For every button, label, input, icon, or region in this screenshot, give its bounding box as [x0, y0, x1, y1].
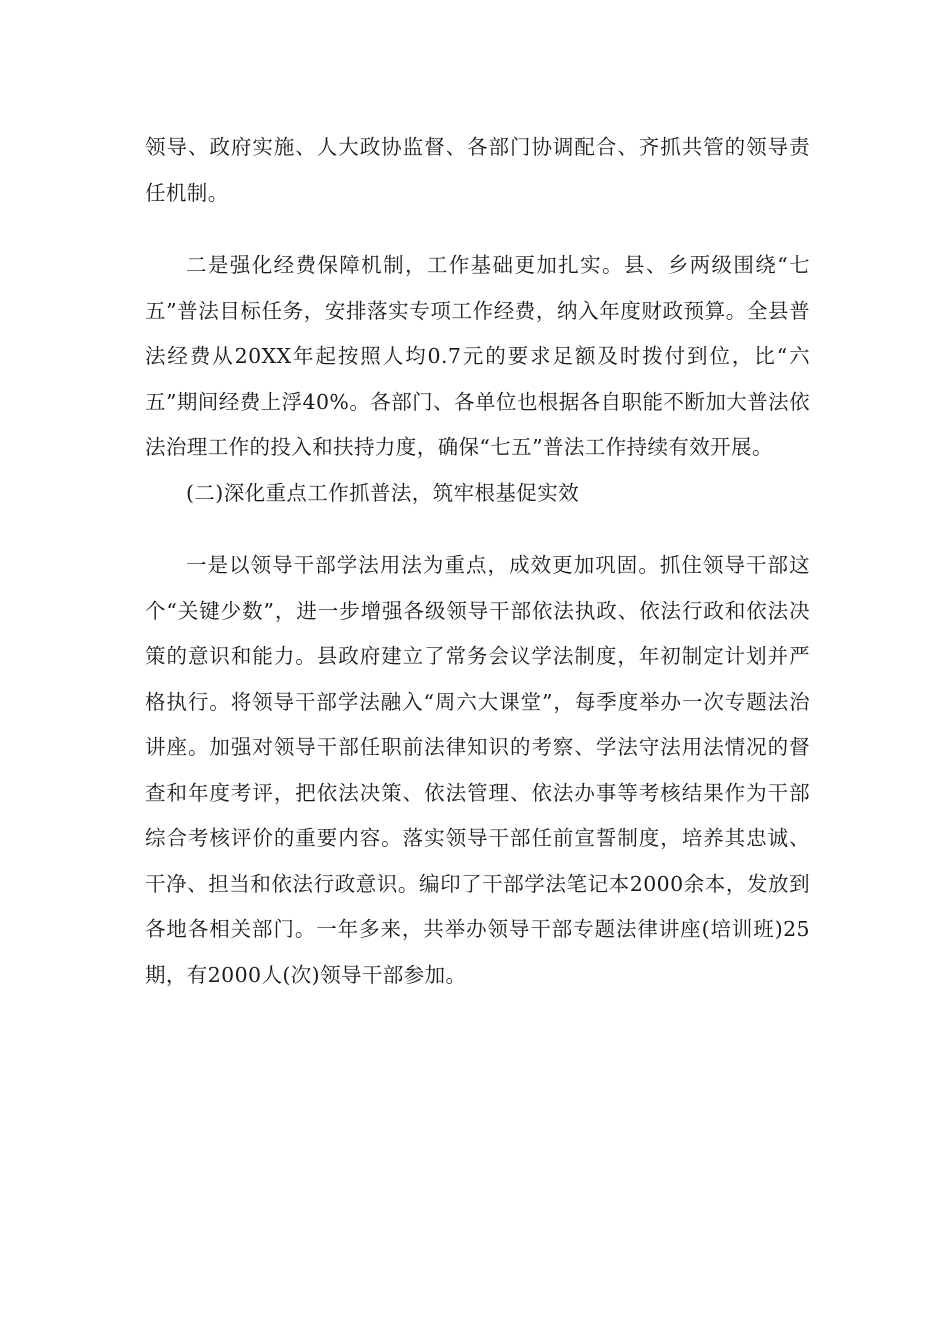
document-body: [145, 125, 810, 998]
paragraph-cadre-law-study: 一是以领导干部学法用法为重点，成效更加巩固。抓住领导干部这个“关键少数”，进一步增强各级领导干部依法执政、依法行政和依法决策的意识和能力。县政府建立了常务会议学法制度，年初制定计划并严格执行。将领导干部学法融入“周六大课堂”，每季度举办一次专题法治讲座。加强对领导干部任职前法律知识的考察、学法守法用法情况的督查和年度考评，把依法决策、依法管理、依法办事等考核结果作为干部综合考核评价的重要内容。落实领导干部任前宣誓制度，培养其忠诚、干净、担当和依法行政意识。编印了干部学法笔记本2000余本，发放到各地各相关部门。一年多来，共举办领导干部专题法律讲座(培训班)25期，有2000人(次)领导干部参加。: [145, 553, 810, 987]
paragraph-leadership-mechanism: 领导、政府实施、人大政协监督、各部门协调配合、齐抓共管的领导责任机制。: [145, 135, 810, 205]
paragraph-funding-mechanism: 二是强化经费保障机制，工作基础更加扎实。县、乡两级围绕“七五”普法目标任务，安排落实专项工作经费，纳入年度财政预算。全县普法经费从20XX年起按照人均0.7元的要求足额及时拨付到位，比“六五”期间经费上浮40%。各部门、各单位也根据各自职能不断加大普法依法治理工作的投入和扶持力度，确保“七五”普法工作持续有效开展。: [145, 253, 810, 459]
section-heading: (二)深化重点工作抓普法，筑牢根基促实效: [186, 480, 579, 505]
